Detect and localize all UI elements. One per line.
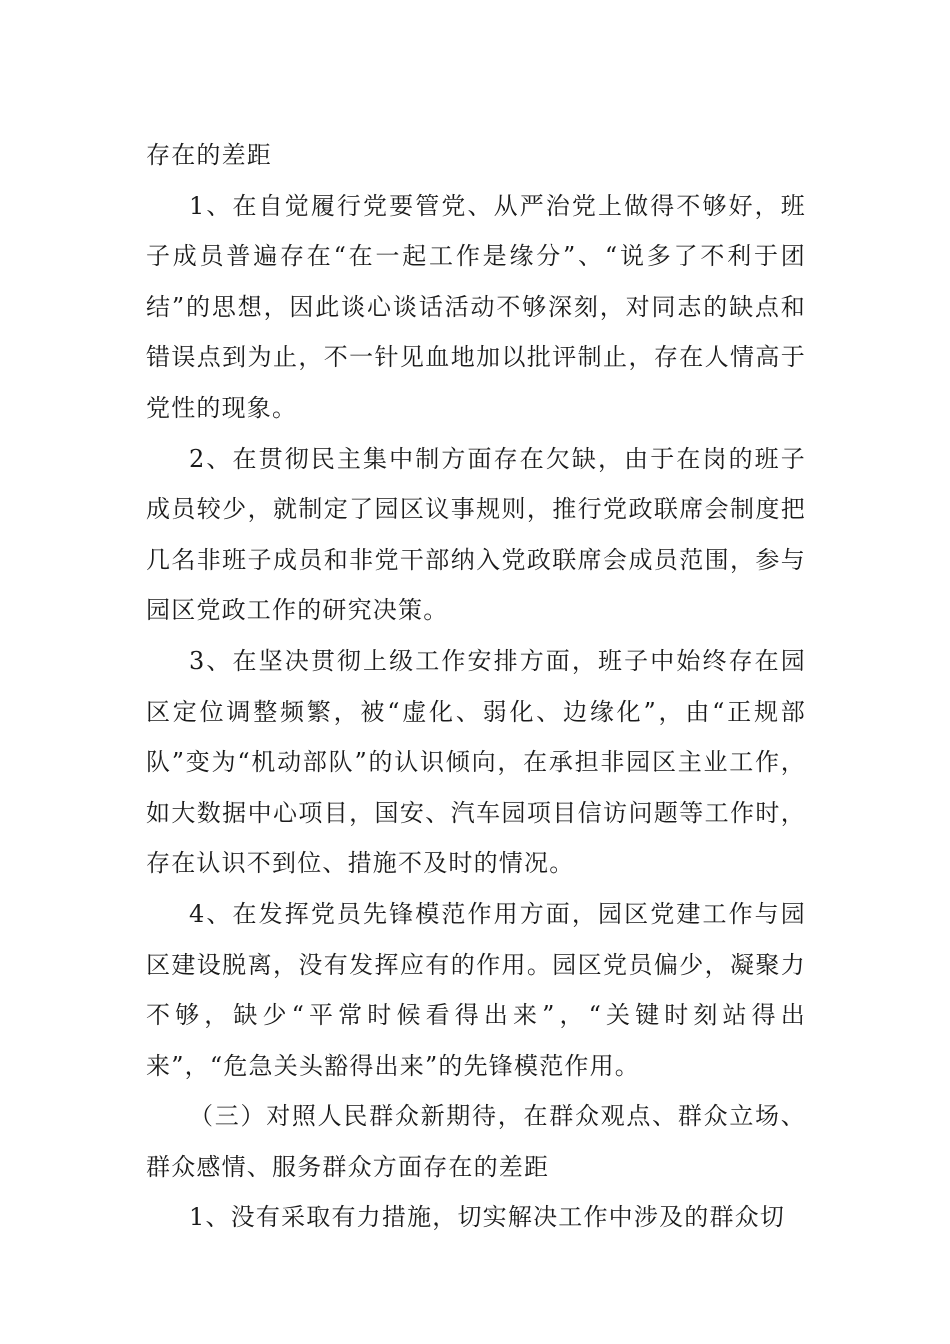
paragraph-heading-continuation: 存在的差距 bbox=[146, 141, 272, 169]
paragraph-item-3: 3、在坚决贯彻上级工作安排方面，班子中始终存在园区定位调整频繁，被“虚化、弱化、边缘化”，由“正规部队”变为“机动部队”的认识倾向，在承担非园区主业工作，如大数据中心项目，国安、汽车园项目信访问题等工作时，存在认识不到位、措施不及时的情况。 bbox=[146, 646, 806, 878]
paragraph-item-2: 2、在贯彻民主集中制方面存在欠缺，由于在岗的班子成员较少，就制定了园区议事规则，推行党政联席会制度把几名非班子成员和非党干部纳入党政联席会成员范围，参与园区党政工作的研究决策。 bbox=[146, 444, 806, 625]
paragraph-item-1-section-3: 1、没有采取有力措施，切实解决工作中涉及的群众切 bbox=[189, 1203, 786, 1232]
document-body bbox=[146, 130, 806, 1243]
section-heading-3: （三）对照人民群众新期待，在群众观点、群众立场、群众感情、服务群众方面存在的差距 bbox=[146, 1102, 806, 1181]
paragraph-item-4: 4、在发挥党员先锋模范作用方面，园区党建工作与园区建设脱离，没有发挥应有的作用。园区党员偏少，凝聚力不够，缺少“平常时候看得出来”，“关键时刻站得出来”，“危急关头豁得出来”的先锋模范作用。 bbox=[146, 899, 806, 1080]
paragraph-item-1: 1、在自觉履行党要管党、从严治党上做得不够好，班子成员普遍存在“在一起工作是缘分”、“说多了不利于团结”的思想，因此谈心谈话活动不够深刻，对同志的缺点和错误点到为止，不一针见血地加以批评制止，存在人情高于党性的现象。 bbox=[146, 191, 806, 422]
